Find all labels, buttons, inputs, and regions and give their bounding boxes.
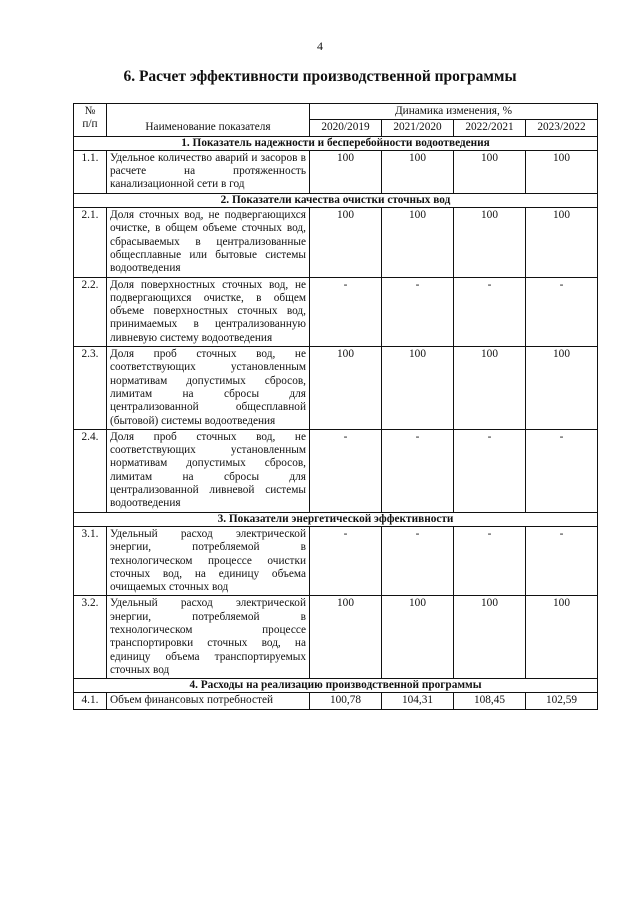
row-value: 100	[310, 347, 382, 430]
row-name: Удельный расход электрической энергии, потребляемой в технологическом процессе очистки сточных вод, на единицу объема очищаемых сточных вод	[107, 526, 310, 595]
row-num: 3.1.	[74, 526, 107, 595]
row-value: 100,78	[310, 693, 382, 709]
header-num: № п/п	[74, 104, 107, 137]
section-row	[74, 679, 598, 693]
table-row	[74, 526, 598, 595]
section-title: 4. Расходы на реализацию производственной программы	[74, 679, 598, 693]
section-row	[74, 136, 598, 150]
row-value: -	[526, 277, 598, 346]
row-value: 100	[454, 208, 526, 277]
row-value: -	[526, 526, 598, 595]
section-title: 2. Показатели качества очистки сточных вод	[74, 193, 598, 207]
row-num: 2.3.	[74, 347, 107, 430]
row-num: 2.2.	[74, 277, 107, 346]
row-value: 100	[310, 596, 382, 679]
table-row	[74, 150, 598, 193]
row-name: Доля проб сточных вод, не соответствующих установленным нормативам допустимых сбросов, лимитам на сбросы для централизованной ливневой системы водоотведения	[107, 429, 310, 512]
row-value: 100	[526, 208, 598, 277]
row-num: 1.1.	[74, 150, 107, 193]
row-name: Удельный расход электрической энергии, потребляемой в технологическом процессе транспортировки сточных вод, на единицу объема транспортируемых сточных вод	[107, 596, 310, 679]
row-value: 104,31	[382, 693, 454, 709]
row-value: -	[382, 277, 454, 346]
row-value: -	[310, 526, 382, 595]
row-value: 100	[454, 150, 526, 193]
table-row	[74, 277, 598, 346]
row-num: 2.1.	[74, 208, 107, 277]
row-value: 100	[526, 596, 598, 679]
header-period: 2020/2019	[310, 120, 382, 136]
section-row	[74, 193, 598, 207]
table-body	[74, 136, 598, 709]
row-name: Объем финансовых потребностей	[107, 693, 310, 709]
row-value: -	[526, 429, 598, 512]
row-value: -	[454, 277, 526, 346]
table-header	[74, 104, 598, 137]
row-value: -	[310, 277, 382, 346]
row-value: 100	[526, 150, 598, 193]
row-value: 100	[382, 208, 454, 277]
row-value: 100	[526, 347, 598, 430]
row-value: -	[382, 526, 454, 595]
header-period: 2021/2020	[382, 120, 454, 136]
header-period: 2022/2021	[454, 120, 526, 136]
header-name: Наименование показателя	[107, 104, 310, 137]
page-number: 4	[317, 39, 323, 53]
header-dynamics: Динамика изменения, %	[310, 104, 598, 120]
page-title: 6. Расчет эффективности производственной программы	[123, 68, 517, 85]
row-num: 3.2.	[74, 596, 107, 679]
section-title: 1. Показатель надежности и бесперебойности водоотведения	[74, 136, 598, 150]
row-name: Доля проб сточных вод, не соответствующих установленным нормативам допустимых сбросов, лимитам на сбросы для централизованной общесплавной (бытовой) системы водоотведения	[107, 347, 310, 430]
table-row	[74, 429, 598, 512]
row-value: 100	[382, 150, 454, 193]
row-value: 100	[310, 150, 382, 193]
row-num: 2.4.	[74, 429, 107, 512]
table-row	[74, 596, 598, 679]
header-period: 2023/2022	[526, 120, 598, 136]
row-value: 100	[382, 596, 454, 679]
row-name: Удельное количество аварий и засоров в расчете на протяженность канализационной сети в год	[107, 150, 310, 193]
row-name: Доля поверхностных сточных вод, не подвергающихся очистке, в общем объеме поверхностных сточных вод, принимаемых в централизованную ливневую систему водоотведения	[107, 277, 310, 346]
row-value: 100	[382, 347, 454, 430]
table-row	[74, 347, 598, 430]
row-value: 100	[310, 208, 382, 277]
row-value: 108,45	[454, 693, 526, 709]
row-value: -	[382, 429, 454, 512]
row-name: Доля сточных вод, не подвергающихся очистке, в общем объеме сточных вод, сбрасываемых в централизованные общесплавные или бытовые системы водоотведения	[107, 208, 310, 277]
row-value: -	[454, 526, 526, 595]
row-value: 100	[454, 596, 526, 679]
table-row	[74, 693, 598, 709]
row-num: 4.1.	[74, 693, 107, 709]
row-value: -	[310, 429, 382, 512]
row-value: 102,59	[526, 693, 598, 709]
section-title: 3. Показатели энергетической эффективности	[74, 512, 598, 526]
efficiency-table	[73, 103, 598, 710]
section-row	[74, 512, 598, 526]
row-value: -	[454, 429, 526, 512]
row-value: 100	[454, 347, 526, 430]
table-row	[74, 208, 598, 277]
